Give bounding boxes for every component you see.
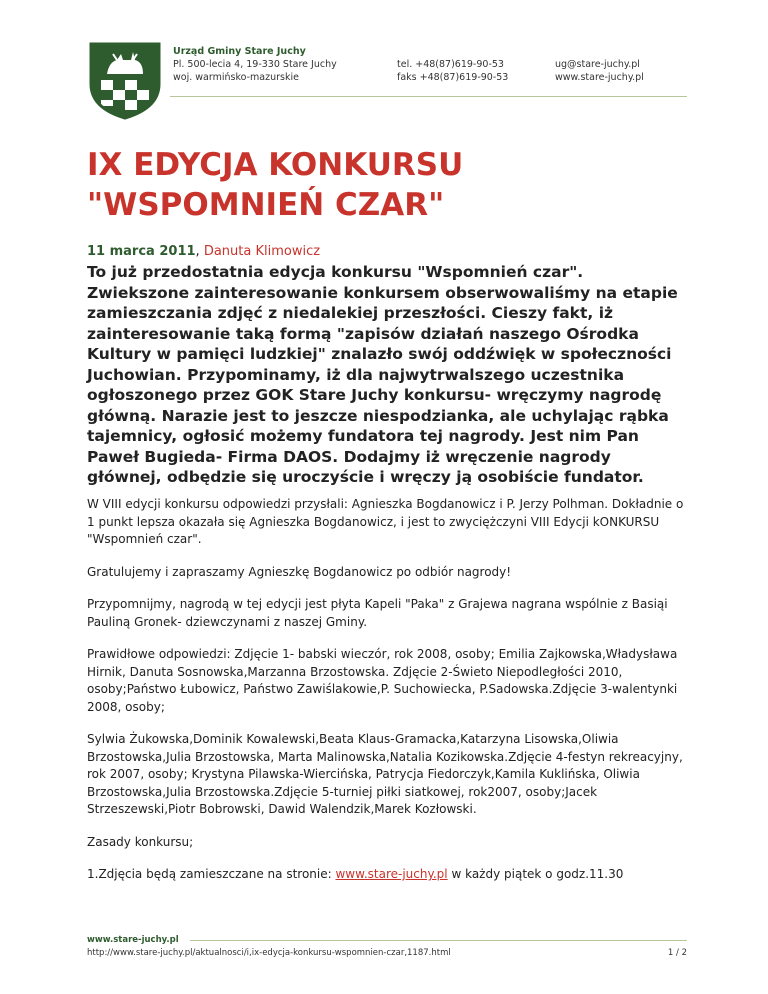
coat-of-arms-icon [87, 40, 163, 120]
article-meta: 11 marca 2011, Danuta Klimowicz [87, 244, 321, 259]
site-link[interactable]: www.stare-juchy.pl [335, 867, 448, 881]
phone-number: tel. +48(87)619-90-53 [397, 59, 504, 70]
footer-url[interactable]: http://www.stare-juchy.pl/aktualnosci/i,ix-edycja-konkursu-wspomnien-czar,1187.html [87, 948, 451, 958]
footer-site[interactable]: www.stare-juchy.pl [87, 935, 179, 945]
rule-text: 1.Zdjęcia będą zamieszczane na stronie: [87, 867, 336, 881]
title-line1: IX EDYCJA KONKURSU [87, 147, 464, 183]
org-name: Urząd Gminy Stare Juchy [173, 46, 306, 57]
footer-divider [190, 940, 687, 941]
phone-block [397, 58, 508, 84]
fax-number: faks +48(87)619-90-53 [397, 72, 509, 83]
org-address [173, 45, 337, 84]
page-number: 1 / 2 [667, 948, 687, 958]
website-link[interactable]: www.stare-juchy.pl [555, 72, 644, 83]
page-title [87, 145, 687, 225]
lead-paragraph: To już przedostatnia edycja konkursu "Wspomnień czar". Zwiekszone zainteresowanie konkursem obserwowaliśmy na etapie zamieszczania zdjęć z niedalekiej przeszłości. Cieszy fakt, iż zainteresowanie taką formą "zapisów działań naszego Ośrodka Kultury w pamięci ludzkiej" znalazło swój oddźwięk w społeczności Juchowian. Przypominamy, iż dla najwytrwalszego uczestnika ogłoszonego przez GOK Stare Juchy konkursu- wręczymy nagrodę główną. Narazie jest to jeszcze niespodzianka, ale uchylając rąbka tajemnicy, ogłosić możemy fundatora tej nagrody. Jest nim Pan Paweł Bugieda- Firma DAOS. Dodajmy iż wręczenie nagrody głównej, odbędzie się uroczyście i wręczy ją osobiście fundator. [87, 263, 678, 486]
paragraph: Przypomnijmy, nagrodą w tej edycji jest płyta Kapeli "Paka" z Grajewa nagrana wspólnie z Basiąi Pauliną Gronek- dziewczynami z naszej Gminy. [87, 597, 668, 629]
paragraph: W VIII edycji konkursu odpowiedzi przysłali: Agnieszka Bogdanowicz i P. Jerzy Polhman. Dokładnie o 1 punkt lepsza okazała się Agnieszka Bogdanowicz, i jest to zwyciężczyni VIII Edycji kONKURSU "Wspomnień czar". [87, 497, 684, 546]
paragraph: Sylwia Żukowska,Dominik Kowalewski,Beata Klaus-Gramacka,Katarzyna Lisowska,Oliwia Brzostowska,Julia Brzostowska, Marta Malinowska,Natalia Kozikowska.Zdjęcie 4-festyn rekreacyjny, rok 2007, osoby; Krystyna Pilawska-Wiercińska, Patrycja Fiedorczyk,Kamila Kuklińska, Oliwia Brzostowska,Julia Brzostowska.Zdjęcie 5-turniej piłki siatkowej, rok2007, osoby;Jacek Strzeszewski,Piotr Bobrowski, Dawid Walendzik,Marek Kozłowski. [87, 732, 683, 816]
publish-date: 11 marca 2011 [87, 244, 196, 259]
article-body [87, 496, 687, 899]
paragraph: Zasady konkursu; [87, 834, 194, 849]
author-link[interactable]: Danuta Klimowicz [203, 244, 321, 259]
email-link[interactable]: ug@stare-juchy.pl [555, 59, 640, 70]
address-line2: woj. warmińsko-mazurskie [173, 72, 299, 83]
title-line2: "WSPOMNIEŃ CZAR" [87, 187, 445, 223]
rule-paragraph [87, 866, 687, 884]
address-line1: Pl. 500-lecia 4, 19-330 Stare Juchy [173, 59, 337, 70]
paragraph: Gratulujemy i zapraszamy Agnieszkę Bogdanowicz po odbiór nagrody! [87, 564, 512, 579]
header-divider [170, 96, 687, 97]
paragraph: Prawidłowe odpowiedzi: Zdjęcie 1- babski wieczór, rok 2008, osoby; Emilia Zajkowska,Władysława Hirnik, Danuta Sosnowska,Marzanna Brzostowska. Zdjęcie 2-Świeto Niepodległości 2010, osoby;Państwo Łubowicz, Państwo Zawiślakowie,P. Suchowiecka, P.Sadowska.Zdjęcie 3-walentynki 2008, osoby; [87, 647, 678, 714]
contact-block [555, 58, 644, 84]
rule-text: w każdy piątek o godz.11.30 [447, 867, 624, 881]
page-header [87, 40, 687, 100]
